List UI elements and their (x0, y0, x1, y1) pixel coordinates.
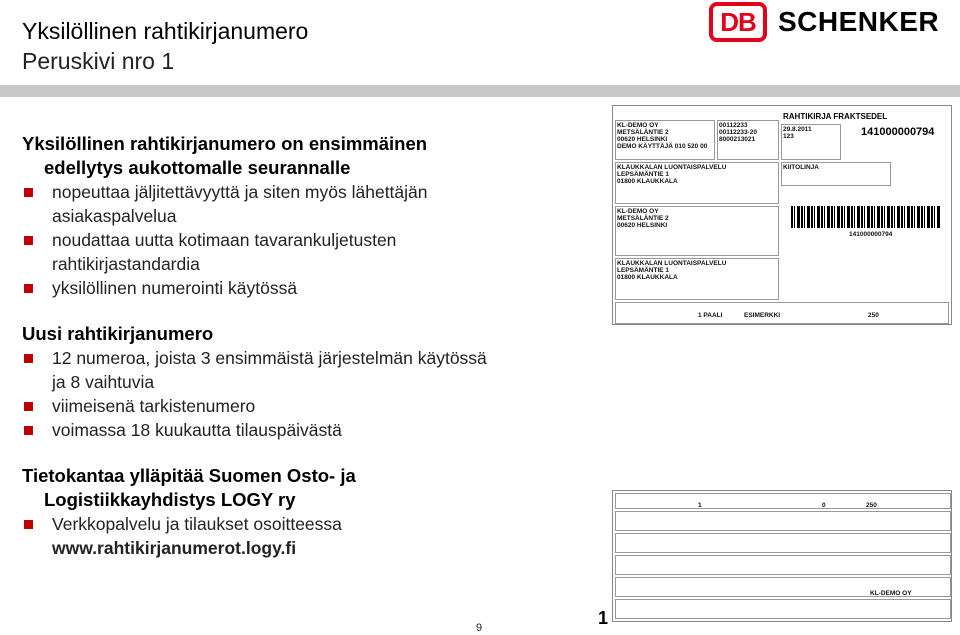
bottom-sender: KL-DEMO OY (870, 590, 912, 597)
header-divider-bar (0, 85, 960, 97)
goods-packages: 1 PAALI (698, 312, 723, 319)
receiver-street: LEPSÄMÄNTIE 1 (617, 171, 670, 178)
bullet-item (22, 228, 602, 252)
bottom-zero: 0 (822, 502, 826, 509)
waybill-reference: 123 (783, 133, 794, 140)
sender-block (615, 120, 715, 160)
page-subtitle: Peruskivi nro 1 (22, 48, 175, 74)
goods-weight: 250 (868, 312, 879, 319)
bottom-row-1 (615, 511, 951, 531)
bullet-text: Verkkopalvelu ja tilaukset osoitteessa (52, 514, 342, 534)
order-number: 8000213021 (719, 136, 756, 143)
bullet-square-icon (24, 520, 33, 529)
bullet-continuation: rahtikirjastandardia (52, 254, 200, 274)
section1-heading: Yksilöllinen rahtikirjanumero on ensimmäinen (22, 133, 428, 154)
customer-number-2: 00112233-20 (719, 129, 757, 136)
receiver-name: KLAUKKALAN LUONTAISPALVELU (617, 260, 727, 267)
barcode-number (848, 230, 948, 240)
bottom-row-3 (615, 555, 951, 575)
bullet-square-icon (24, 236, 33, 245)
bullet-square-icon (24, 354, 33, 363)
bottom-count: 1 (698, 502, 702, 509)
bullet-text: nopeuttaa jäljitettävyyttä ja siten myös lähettäjän (52, 182, 428, 202)
sender-name: KL-DEMO OY (617, 208, 659, 215)
sender-city: 00620 HELSINKI (617, 222, 668, 229)
bullet-item (22, 276, 602, 300)
bullet-text: yksilöllinen numerointi käytössä (52, 278, 298, 298)
sender-phone: DEMO KÄYTTÄJÄ 010 520 00 (617, 143, 708, 150)
destination-label: KIITOLINJA (783, 164, 819, 171)
bullet-item (22, 418, 602, 442)
receiver-block-2 (615, 258, 779, 300)
receiver-city: 01800 KLAUKKALA (617, 178, 678, 185)
page-number: 9 (476, 622, 483, 634)
bullet-continuation: asiakaspalvelua (52, 206, 177, 226)
section2-heading: Uusi rahtikirjanumero (22, 323, 214, 344)
waybill-image-bottom (612, 490, 952, 622)
customer-number: 00112233 (719, 122, 748, 129)
bottom-row-5 (615, 599, 951, 619)
db-schenker-logo (709, 2, 939, 42)
bullet-continuation: ja 8 vaihtuvia (52, 372, 155, 392)
bottom-weight: 250 (866, 502, 877, 509)
bullet-text: viimeisenä tarkistenumero (52, 396, 256, 416)
schenker-logo-text: SCHENKER (778, 6, 940, 37)
bullet-text: noudattaa uutta kotimaan tavarankuljetusten (52, 230, 397, 250)
section3-heading: Tietokantaa ylläpitää Suomen Osto- ja (22, 465, 356, 486)
bullet-square-icon (24, 402, 33, 411)
bullet-text: 12 numeroa, joista 3 ensimmäistä järjestelmän käytössä (52, 348, 487, 368)
waybill-number: 141000000794 (861, 126, 935, 138)
waybill-date: 29.8.2011 (783, 126, 812, 133)
sender-block-2 (615, 206, 779, 256)
goods-row (615, 302, 949, 324)
bullet-text: voimassa 18 kuukautta tilauspäivästä (52, 420, 342, 440)
bullet-square-icon (24, 426, 33, 435)
bullet-item (22, 346, 602, 370)
slide-content (22, 132, 602, 560)
destination-block (781, 162, 891, 186)
goods-description: ESIMERKKI (744, 312, 781, 319)
section1-heading-cont: edellytys aukottomalle seurannalle (44, 157, 351, 178)
receiver-block (615, 162, 779, 204)
sender-street: METSÄLÄNTIE 2 (617, 215, 669, 222)
waybill-page-number: 1 (598, 608, 609, 628)
barcode-number-text: 141000000794 (849, 231, 893, 238)
section3-heading-cont: Logistiikkayhdistys LOGY ry (44, 489, 296, 510)
bottom-summary-row (615, 493, 951, 509)
sender-name: KL-DEMO OY (617, 122, 659, 129)
bullet-square-icon (24, 284, 33, 293)
receiver-city: 01800 KLAUKKALA (617, 274, 678, 281)
waybill-title: RAHTIKIRJA FRAKTSEDEL (783, 112, 888, 121)
bullet-square-icon (24, 188, 33, 197)
receiver-street: LEPSÄMÄNTIE 1 (617, 267, 670, 274)
receiver-name: KLAUKKALAN LUONTAISPALVELU (617, 164, 727, 171)
db-logo-box (709, 2, 767, 42)
waybill-image (612, 105, 952, 325)
bullet-item (22, 180, 602, 204)
db-logo-text: DB (720, 6, 756, 37)
bullet-item (22, 394, 602, 418)
page-title: Yksilöllinen rahtikirjanumero (22, 18, 309, 44)
date-block (781, 124, 841, 160)
waybill-barcode (791, 206, 941, 228)
sender-street: METSÄLÄNTIE 2 (617, 129, 669, 136)
sender-city: 00620 HELSINKI (617, 136, 668, 143)
service-url-link[interactable]: www.rahtikirjanumerot.logy.fi (52, 538, 297, 558)
bottom-row-2 (615, 533, 951, 553)
customer-block (717, 120, 779, 160)
bottom-row-4 (615, 577, 951, 597)
bullet-item (22, 512, 602, 536)
